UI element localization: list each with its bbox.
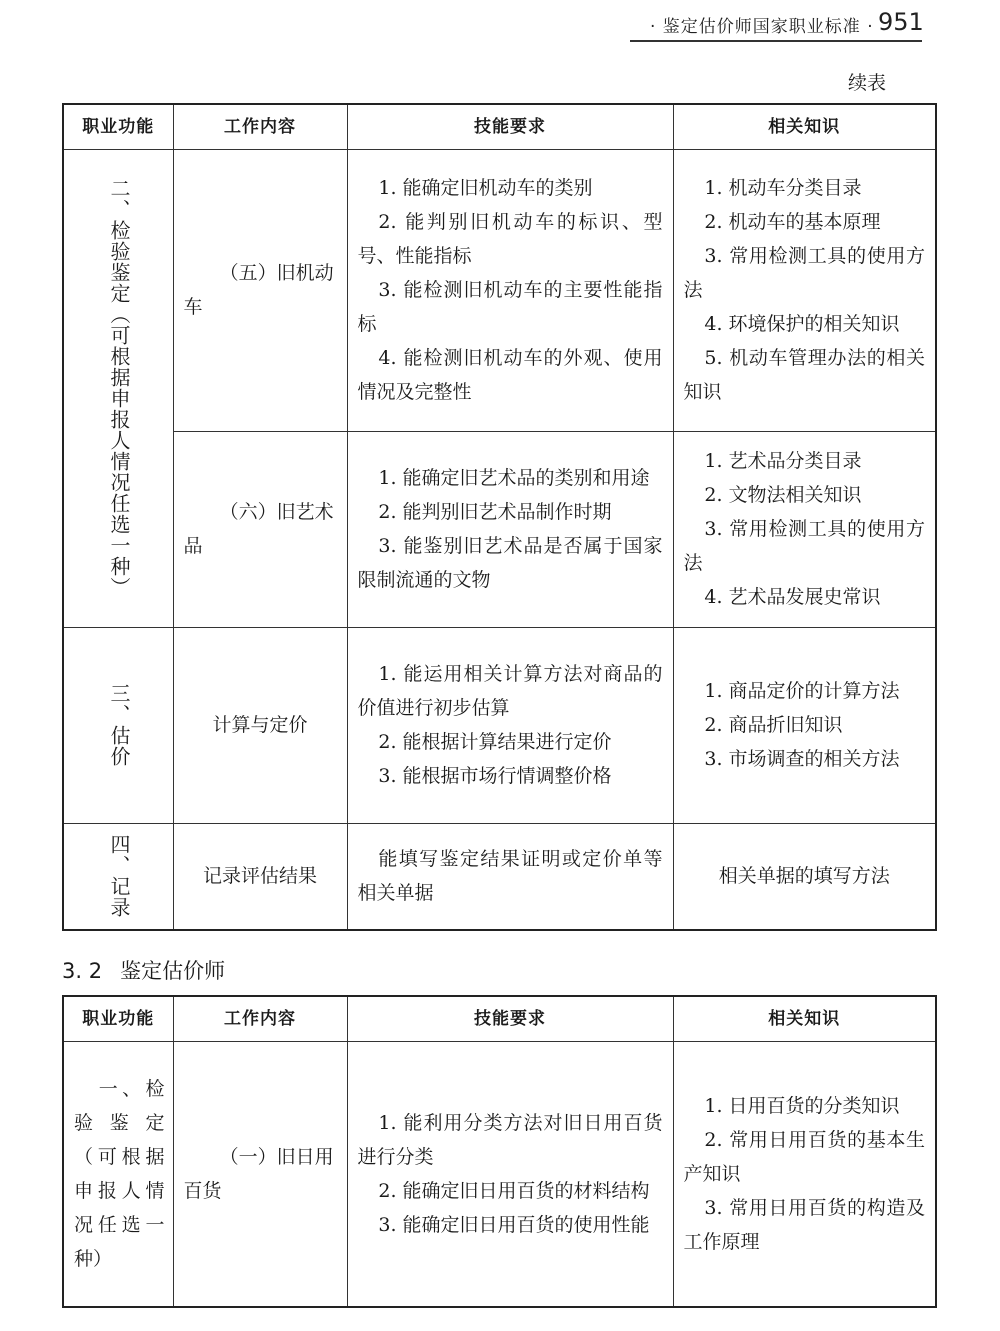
skill-item: 3. 能检测旧机动车的主要性能指标 [357, 279, 663, 335]
knowledge-item: 4. 艺术品发展史常识 [704, 586, 881, 608]
table-header-row [63, 104, 936, 149]
skills-cell [347, 1041, 673, 1307]
standards-table-continued [62, 103, 937, 931]
header-skill-requirements: 技能要求 [347, 104, 673, 149]
knowledge-item: 1. 机动车分类目录 [704, 177, 862, 199]
skills-cell [347, 149, 673, 431]
header-function: 职业功能 [63, 104, 173, 149]
knowledge-item: 2. 商品折旧知识 [704, 714, 843, 736]
skill-item: 1. 能运用相关计算方法对商品的价值进行初步估算 [357, 663, 663, 719]
header-work-content: 工作内容 [173, 104, 347, 149]
work-content-text: （五）旧机动车 [183, 262, 334, 318]
skills-cell [347, 823, 673, 930]
work-content-text: （一）旧日用百货 [183, 1145, 334, 1202]
work-content-text: （六）旧艺术品 [183, 501, 334, 557]
skill-item: 2. 能根据计算结果进行定价 [378, 731, 612, 753]
page-number: 951 [878, 8, 924, 36]
knowledge-item: 相关单据的填写方法 [718, 865, 890, 888]
knowledge-cell [673, 823, 936, 930]
header-rule [630, 40, 922, 42]
knowledge-item: 4. 环境保护的相关知识 [704, 313, 900, 335]
knowledge-cell [673, 431, 936, 627]
knowledge-item: 2. 常用日用百货的基本生产知识 [683, 1128, 925, 1185]
table-header-row [63, 996, 936, 1041]
skill-item: 4. 能检测旧机动车的外观、使用情况及完整性 [357, 347, 663, 403]
header-function: 职业功能 [63, 996, 173, 1041]
knowledge-cell [673, 627, 936, 823]
function-label: 二、检验鉴定（可根据申报人情况任选一种） [107, 178, 132, 598]
knowledge-cell [673, 149, 936, 431]
skill-item: 3. 能确定旧日用百货的使用性能 [378, 1213, 650, 1236]
skill-item: 2. 能判别旧机动车的标识、型号、性能指标 [357, 211, 663, 267]
table-row [63, 823, 936, 930]
function-cell [63, 1041, 173, 1307]
knowledge-cell [673, 1041, 936, 1307]
skill-item: 能填写鉴定结果证明或定价单等相关单据 [357, 848, 663, 905]
work-content-cell [173, 1041, 347, 1307]
header-skill-requirements: 技能要求 [347, 996, 673, 1041]
knowledge-item: 3. 常用日用百货的构造及工作原理 [683, 1196, 925, 1253]
function-cell [63, 627, 173, 823]
table-row [63, 431, 936, 627]
function-cell [63, 823, 173, 930]
function-label: 三、估价 [107, 683, 132, 767]
section-number: 3. 2 [62, 959, 103, 983]
knowledge-item: 3. 常用检测工具的使用方法 [683, 518, 925, 574]
running-header: · 鉴定估价师国家职业标准 · [650, 17, 874, 37]
section-title: 鉴定估价师 [120, 959, 226, 983]
knowledge-item: 5. 机动车管理办法的相关知识 [683, 347, 925, 403]
table-row [63, 149, 936, 431]
header-related-knowledge: 相关知识 [673, 996, 936, 1041]
standards-table-appraiser [62, 995, 937, 1308]
function-label: 四、记录 [107, 834, 132, 919]
knowledge-item: 1. 商品定价的计算方法 [704, 680, 900, 702]
function-cell [63, 149, 173, 627]
work-content-cell [173, 823, 347, 930]
knowledge-item: 1. 艺术品分类目录 [704, 450, 862, 472]
section-heading [62, 955, 225, 985]
work-content-text: 计算与定价 [212, 714, 308, 736]
skill-item: 2. 能判别旧艺术品制作时期 [378, 501, 612, 523]
header-work-content: 工作内容 [173, 996, 347, 1041]
skill-item: 2. 能确定旧日用百货的材料结构 [378, 1179, 650, 1202]
knowledge-item: 2. 文物法相关知识 [704, 484, 862, 506]
work-content-text: 记录评估结果 [202, 865, 317, 888]
table-row [63, 627, 936, 823]
knowledge-item: 1. 日用百货的分类知识 [704, 1094, 900, 1117]
knowledge-item: 3. 常用检测工具的使用方法 [683, 245, 925, 301]
knowledge-item: 3. 市场调查的相关方法 [704, 748, 900, 770]
table-row [63, 1041, 936, 1307]
skill-item: 1. 能利用分类方法对旧日用百货进行分类 [357, 1111, 663, 1168]
skills-cell [347, 627, 673, 823]
work-content-cell [173, 431, 347, 627]
work-content-cell [173, 627, 347, 823]
work-content-cell [173, 149, 347, 431]
skill-item: 1. 能确定旧艺术品的类别和用途 [378, 467, 650, 489]
continued-label: 续表 [848, 72, 887, 94]
skill-item: 3. 能鉴别旧艺术品是否属于国家限制流通的文物 [357, 535, 663, 591]
function-label: 一、检验鉴定（可根据申报人情况任选一种） [74, 1077, 165, 1270]
skill-item: 1. 能确定旧机动车的类别 [378, 177, 593, 199]
header-related-knowledge: 相关知识 [673, 104, 936, 149]
knowledge-item: 2. 机动车的基本原理 [704, 211, 881, 233]
skill-item: 3. 能根据市场行情调整价格 [378, 765, 612, 787]
skills-cell [347, 431, 673, 627]
